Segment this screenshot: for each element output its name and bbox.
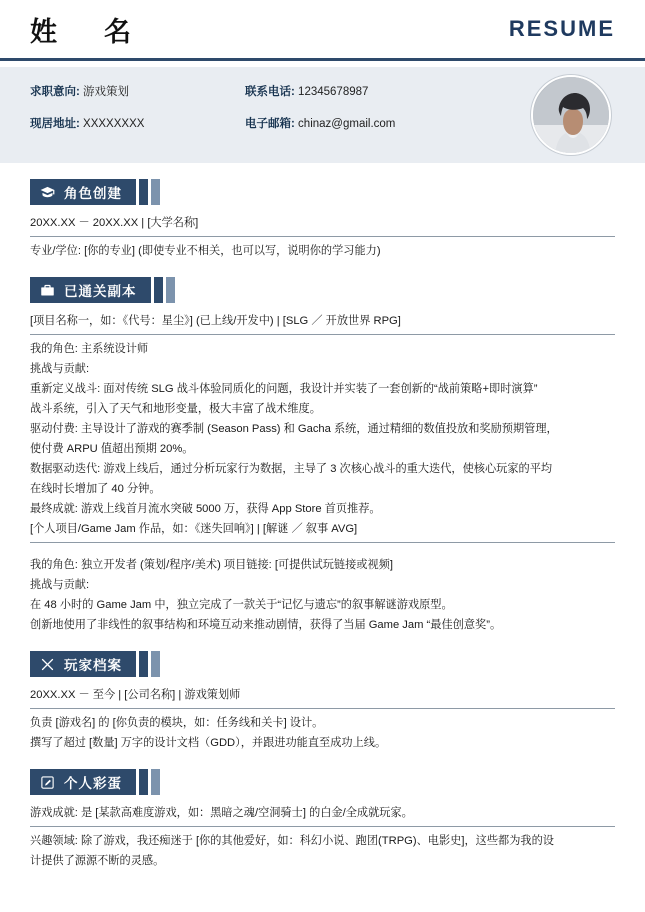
section-line: 挑战与贡献: xyxy=(30,363,90,375)
entry-divider xyxy=(30,708,615,709)
section-line: 20XX.XX － 20XX.XX | [大学名称] xyxy=(30,217,199,229)
section-line: 20XX.XX － 至今 | [公司名称] | 游戏策划师 xyxy=(30,689,241,701)
section-heading-experience xyxy=(30,651,615,677)
job-intent-field xyxy=(30,85,245,99)
section-line: 挑战与贡献: xyxy=(30,579,90,591)
avatar-photo-icon xyxy=(533,77,611,155)
section-line: 在线时长增加了 40 分钟。 xyxy=(30,483,161,495)
section-heading-tail-light xyxy=(151,769,160,795)
crossed-tools-icon xyxy=(40,657,55,672)
avatar xyxy=(531,75,611,155)
section-title: 已通关副本 xyxy=(64,284,137,299)
section-title: 玩家档案 xyxy=(64,658,122,673)
section-heading-extras xyxy=(30,769,615,795)
entry-divider xyxy=(30,542,615,543)
section-heading-band xyxy=(30,651,136,677)
section-line: 重新定义战斗: 面对传统 SLG 战斗体验同质化的问题，我设计并实装了一套创新的“战前策略+即时演算” xyxy=(30,383,538,395)
section-heading-tail-dark xyxy=(139,769,148,795)
resume-sections xyxy=(0,179,645,871)
resume-header xyxy=(0,0,645,58)
resume-title-word: RESUME xyxy=(508,16,615,41)
entry-divider xyxy=(30,334,615,335)
phone-label: 联系电话: xyxy=(245,86,295,98)
section-line: 最终成就: 游戏上线首月流水突破 5000 万，获得 App Store 首页推荐。 xyxy=(30,503,381,515)
section-line: 战斗系统，引入了天气和地形变量，极大丰富了战术维度。 xyxy=(30,403,321,415)
section-title: 角色创建 xyxy=(64,186,122,201)
section-title: 个人彩蛋 xyxy=(64,776,122,791)
header-divider xyxy=(0,58,645,61)
section-line: 使付费 ARPU 值超出预期 20%。 xyxy=(30,443,194,455)
section-line: 我的角色: 主系统设计师 xyxy=(30,343,149,355)
section-line: [个人项目/Game Jam 作品，如：《迷失回响》] | [解谜 ／ 叙事 AVG] xyxy=(30,523,358,535)
section-line: 专业/学位: [你的专业] (即使专业不相关，也可以写，说明你的学习能力) xyxy=(30,245,381,257)
section-line: 撰写了超过 [数量] 万字的设计文档（GDD），并跟进功能直至成功上线。 xyxy=(30,737,387,749)
address-field xyxy=(30,117,245,131)
section-heading-projects xyxy=(30,277,615,303)
section-heading-band xyxy=(30,769,136,795)
briefcase-icon xyxy=(40,283,55,298)
job-intent-label: 求职意向: xyxy=(30,86,80,98)
phone-value: 12345678987 xyxy=(298,86,369,98)
entry-divider xyxy=(30,826,615,827)
entry-divider xyxy=(30,236,615,237)
section-heading-tail-light xyxy=(166,277,175,303)
section-line: 负责 [游戏名] 的 [你负责的模块，如：任务线和关卡] 设计。 xyxy=(30,717,324,729)
section-heading-band xyxy=(30,277,151,303)
section-experience xyxy=(0,651,645,753)
section-heading-tail-dark xyxy=(139,179,148,205)
email-label: 电子邮箱: xyxy=(245,118,295,130)
candidate-name: 姓 名 xyxy=(30,16,141,47)
section-extras xyxy=(0,769,645,871)
section-heading-tail-dark xyxy=(154,277,163,303)
section-line: 我的角色: 独立开发者 (策划/程序/美术) 项目链接: [可提供试玩链接或视频] xyxy=(30,559,393,571)
section-line: 计提供了源源不断的灵感。 xyxy=(30,855,165,867)
address-label: 现居地址: xyxy=(30,118,80,130)
section-heading-band xyxy=(30,179,136,205)
address-value: XXXXXXXX xyxy=(83,118,145,130)
section-projects xyxy=(0,277,645,635)
section-heading-tail-dark xyxy=(139,651,148,677)
contact-info-band xyxy=(0,67,645,163)
graduation-cap-icon xyxy=(40,185,55,200)
section-heading-tail-light xyxy=(151,651,160,677)
section-education xyxy=(0,179,645,261)
section-heading-education xyxy=(30,179,615,205)
section-line: 创新地使用了非线性的叙事结构和环境互动来推动剧情，获得了当届 Game Jam “最佳创意奖”。 xyxy=(30,619,502,631)
job-intent-value: 游戏策划 xyxy=(83,86,130,98)
section-line: 兴趣领域: 除了游戏，我还痴迷于 [你的其他爱好，如：科幻小说、跑团(TRPG)、电影史]，这些都为我的设 xyxy=(30,835,554,847)
section-line: 在 48 小时的 Game Jam 中，独立完成了一款关于“记忆与遗忘”的叙事解谜游戏原型。 xyxy=(30,599,453,611)
section-heading-tail-light xyxy=(151,179,160,205)
email-value: chinaz@gmail.com xyxy=(298,118,396,130)
section-line: 驱动付费: 主导设计了游戏的赛季制 (Season Pass) 和 Gacha 系统，通过精细的数值投放和奖励预期管理， xyxy=(30,423,558,435)
pencil-square-icon xyxy=(40,775,55,790)
section-line: 数据驱动迭代: 游戏上线后，通过分析玩家行为数据，主导了 3 次核心战斗的重大迭代，使核心玩家的平均 xyxy=(30,463,553,475)
section-line: 游戏成就: 是 [某款高难度游戏，如：黑暗之魂/空洞骑士] 的白金/全成就玩家。 xyxy=(30,807,413,819)
section-line: [项目名称一，如：《代号：星尘》] (已上线/开发中) | [SLG ／ 开放世界 RPG] xyxy=(30,315,401,327)
